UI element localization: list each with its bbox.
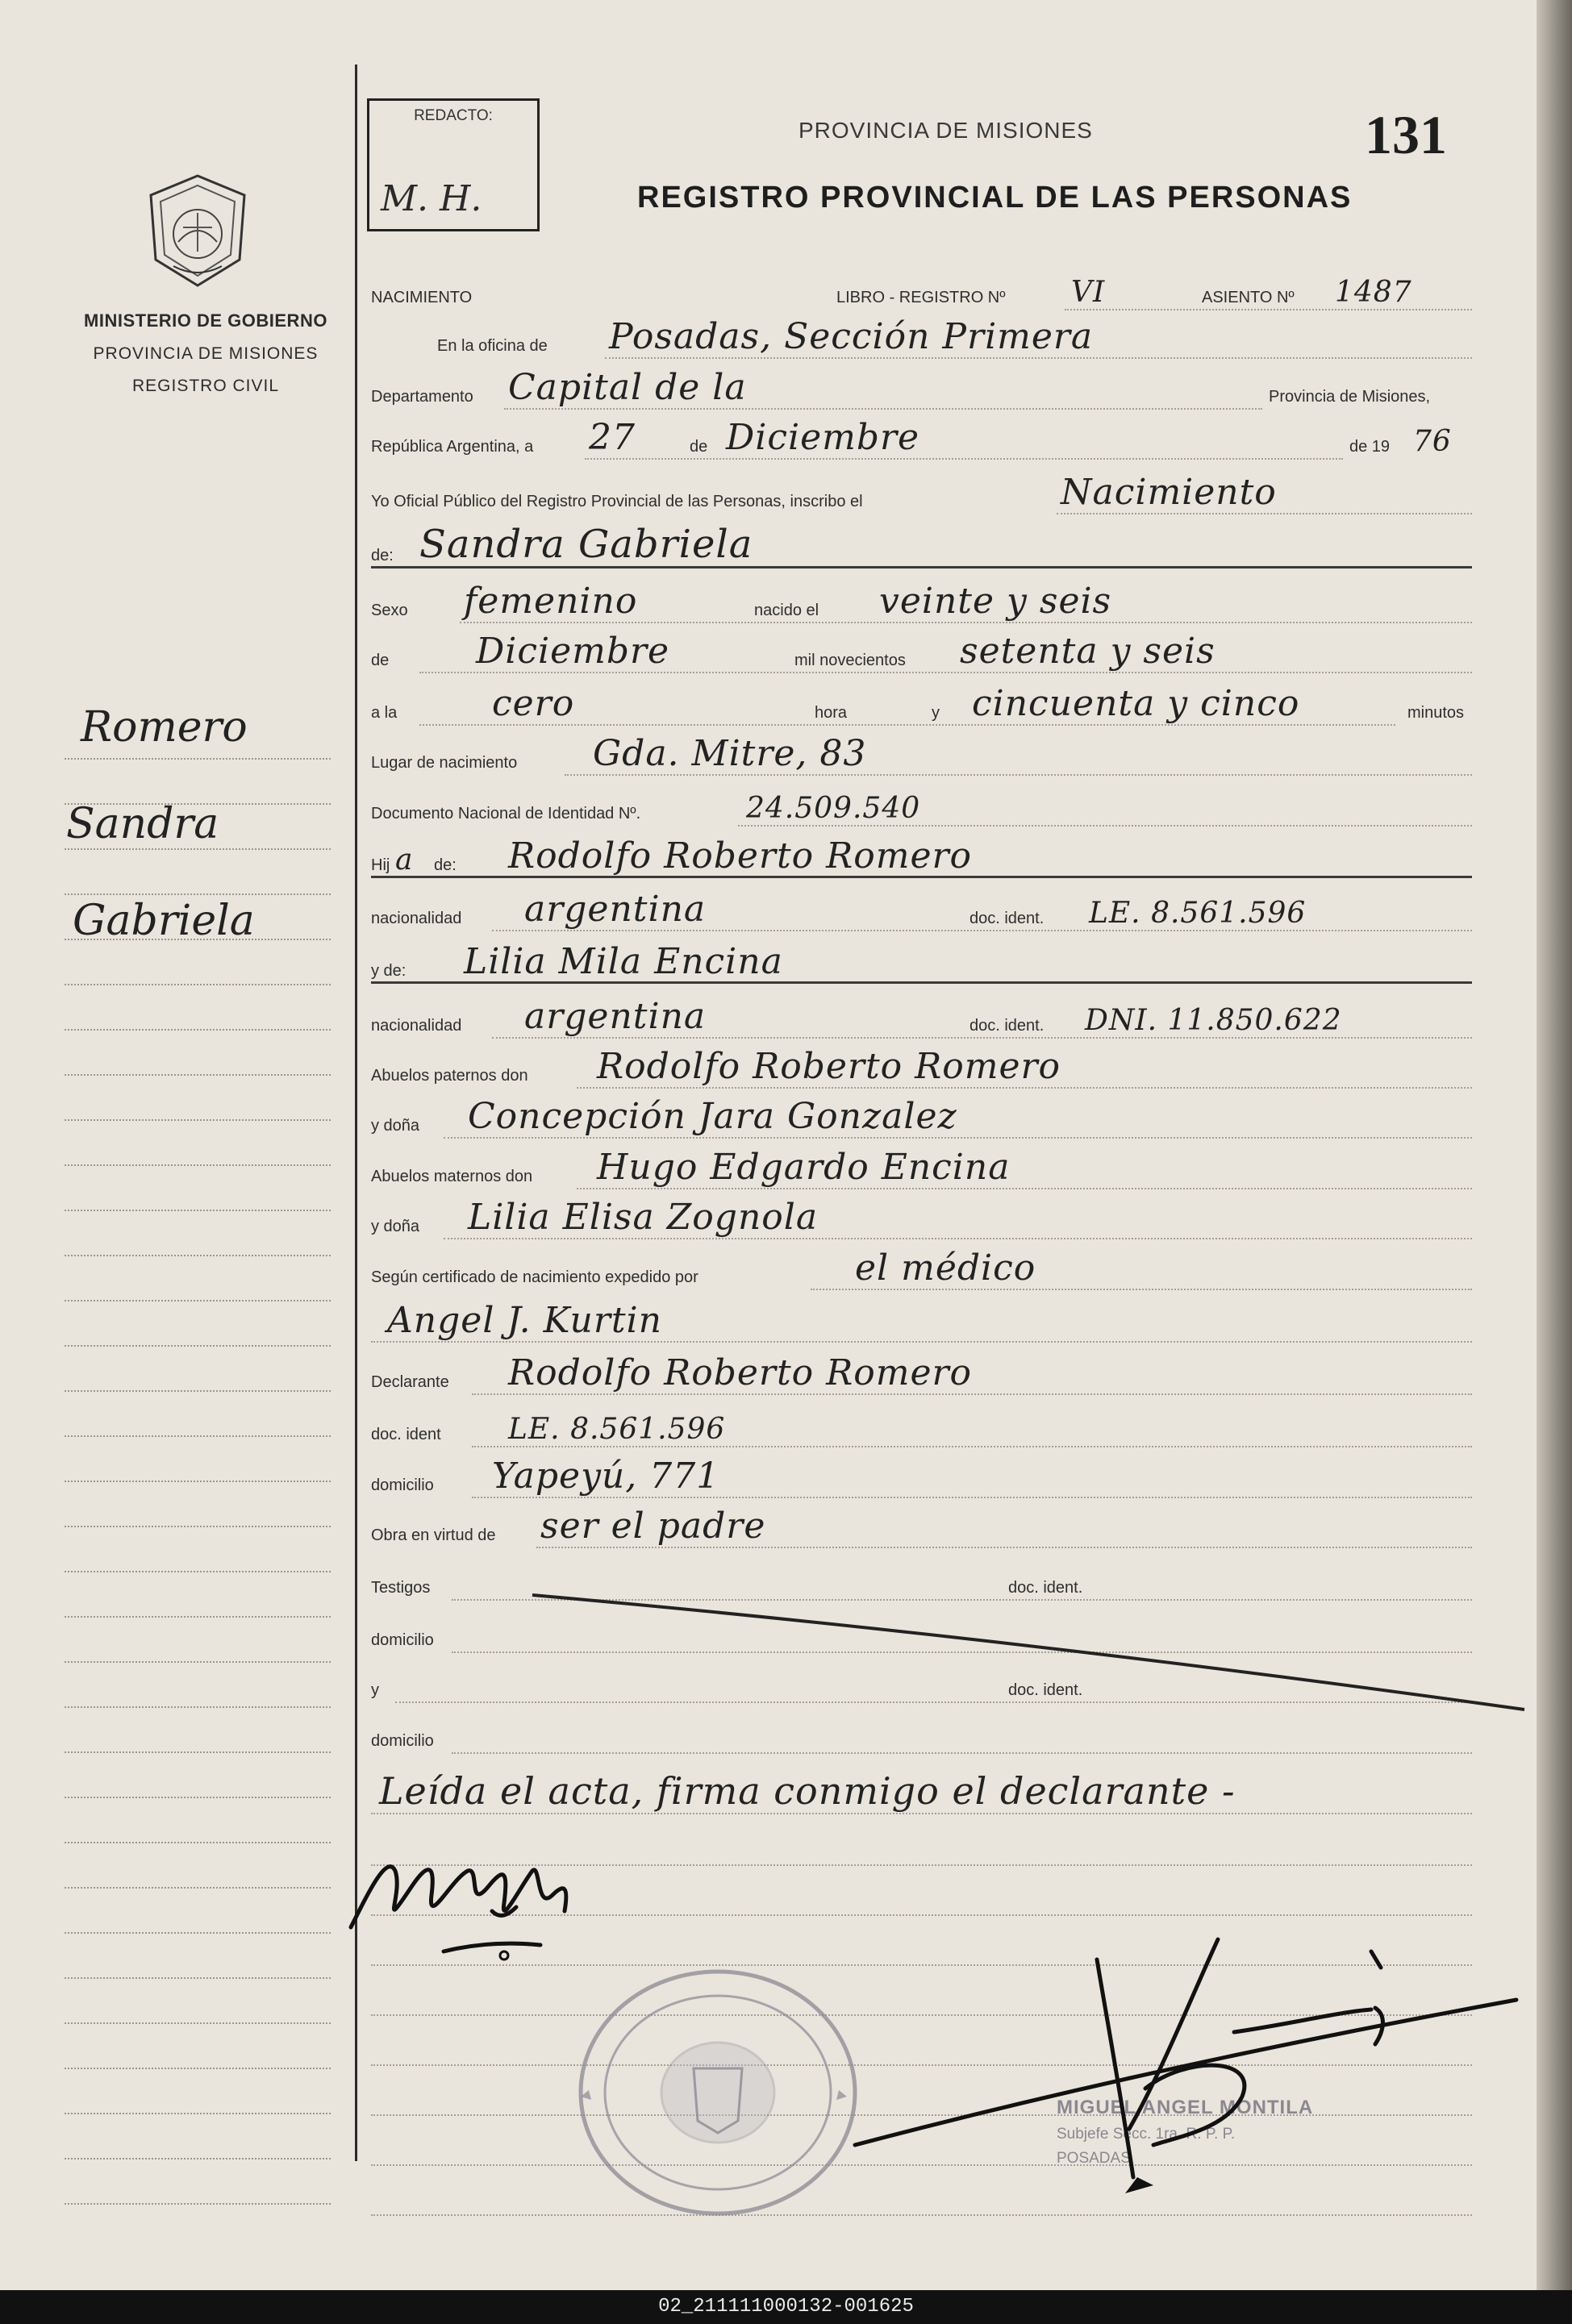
mil-label: mil novecientos: [794, 652, 906, 669]
yo-oficial-label: Yo Oficial Público del Registro Provincial de las Personas, inscribo el: [371, 493, 863, 510]
cierre-value: Leída el acta, firma conmigo el declarante -: [379, 1769, 1236, 1813]
de-nombre-label: de:: [371, 547, 394, 564]
margin-ruled-line: [65, 1119, 331, 1121]
testigos-label: Testigos: [371, 1579, 431, 1597]
obra-value: ser el padre: [540, 1506, 766, 1547]
departamento-label: Departamento: [371, 388, 473, 406]
anio2-value: setenta y seis: [960, 631, 1215, 672]
lugar-value: Gda. Mitre, 83: [593, 733, 867, 774]
margin-ruled-line: [65, 1390, 331, 1392]
a-la-label: a la: [371, 704, 398, 722]
official-place: POSADAS: [1057, 2150, 1131, 2167]
margin-ruled-line: [65, 848, 331, 850]
asiento-value: 1487: [1335, 276, 1412, 309]
margin-ruled-line: [65, 1074, 331, 1076]
anio-label: de 19: [1349, 438, 1391, 456]
abuelo-paterno: Rodolfo Roberto Romero: [597, 1046, 1061, 1087]
departamento-value: Capital de la: [508, 367, 747, 408]
doc-declarante: LE. 8.561.596: [508, 1413, 726, 1446]
oficina-label: En la oficina de: [437, 337, 548, 355]
doc-ident4-label: doc. ident.: [1008, 1681, 1083, 1699]
asiento-label: ASIENTO Nº: [1202, 289, 1295, 306]
margin-ruled-line: [65, 1977, 331, 1979]
margin-ruled-line: [65, 1887, 331, 1889]
row-paternal-grandmother: [371, 1096, 1472, 1139]
officer-signature-icon: [807, 1935, 1532, 2209]
row-paternal-grandfather: [371, 1046, 1472, 1089]
margin-ruled-line: [65, 1842, 331, 1843]
nacido-label: nacido el: [754, 602, 819, 619]
row-name: [371, 522, 1472, 569]
province-heading: PROVINCIA DE MISIONES: [799, 118, 1093, 143]
row-capacity: [371, 1506, 1472, 1548]
obra-label: Obra en virtud de: [371, 1526, 496, 1544]
scan-id-footer: 02_211111000132-001625: [0, 2290, 1572, 2324]
row-mother-nationality: [371, 996, 1472, 1039]
page-number: 131: [1365, 104, 1447, 165]
doc-ident3-label: doc. ident.: [1008, 1579, 1083, 1597]
margin-ruled-line: [65, 2203, 331, 2205]
declarante-value: Rodolfo Roberto Romero: [508, 1352, 973, 1393]
strike-line: [524, 1581, 1532, 1718]
domicilio-label: domicilio: [371, 1476, 434, 1494]
row-inscribo: [371, 472, 1472, 514]
margin-second-name: Gabriela: [73, 897, 255, 945]
declarante-label: Declarante: [371, 1373, 449, 1391]
certificado-label: Según certificado de nacimiento expedido por: [371, 1268, 698, 1286]
margin-ruled-line: [65, 1029, 331, 1031]
abuela-materna: Lilia Elisa Zognola: [468, 1197, 819, 1238]
official-name: MIGUEL ANGEL MONTILA: [1057, 2097, 1314, 2118]
republica-label: República Argentina, a: [371, 438, 534, 456]
row-birth-month: [371, 631, 1472, 673]
row-birthplace: [371, 733, 1472, 776]
row-witness-2-address: [371, 1722, 1472, 1754]
row-declarant: [371, 1352, 1472, 1395]
domicilio2-label: domicilio: [371, 1631, 434, 1649]
dni-label: Documento Nacional de Identidad Nº.: [371, 805, 641, 823]
row-father: [371, 835, 1472, 878]
nacionalidad-label-2: nacionalidad: [371, 1017, 462, 1035]
margin-ruled-line: [65, 1797, 331, 1798]
de-label: de: [690, 438, 708, 456]
madre-value: Lilia Mila Encina: [464, 941, 783, 982]
margin-ruled-line: [65, 1932, 331, 1934]
row-mother: [371, 941, 1472, 984]
row-maternal-grandfather: [371, 1147, 1472, 1189]
abuelos-paternos-label: Abuelos paternos don: [371, 1067, 528, 1085]
margin-ruled-line: [65, 1164, 331, 1166]
row-declarant-address: [371, 1456, 1472, 1498]
hija-de-label: de:: [434, 856, 457, 874]
hora-value: cero: [492, 683, 575, 724]
doc-ident-label: doc. ident.: [969, 910, 1045, 927]
row-maternal-grandmother: [371, 1197, 1472, 1239]
doc-padre: LE. 8.561.596: [1089, 897, 1307, 930]
y-dona-label-2: y doña: [371, 1218, 420, 1235]
ministry-province: PROVINCIA DE MISIONES: [93, 344, 319, 363]
de2-label: de: [371, 652, 390, 669]
margin-ruled-line: [65, 1481, 331, 1482]
nombre-value: Sandra Gabriela: [419, 522, 753, 567]
row-doctor: [371, 1300, 1472, 1343]
y-de-label: y de:: [371, 962, 407, 980]
margin-ruled-line: [65, 1706, 331, 1708]
margin-ruled-line: [65, 1751, 331, 1753]
nacionalidad-label: nacionalidad: [371, 910, 462, 927]
anio-value: 76: [1413, 425, 1452, 458]
dia-value: 27: [589, 417, 636, 458]
minutos-label: minutos: [1407, 704, 1465, 722]
margin-ruled-line: [65, 758, 331, 760]
abuela-paterna: Concepción Jara Gonzalez: [468, 1096, 957, 1137]
row-dni: [371, 794, 1472, 827]
margin-ruled-line: [65, 2158, 331, 2159]
page-edge-shadow: [1537, 0, 1572, 2290]
margin-ruled-line: [65, 2022, 331, 2024]
margin-ruled-line: [65, 1255, 331, 1256]
redacto-initials: M. H.: [381, 178, 482, 219]
libro-value: VI: [1071, 276, 1106, 309]
ministry-title: MINISTERIO DE GOBIERNO: [84, 310, 327, 331]
medico-value: Angel J. Kurtin: [387, 1300, 662, 1341]
lugar-label: Lugar de nacimiento: [371, 754, 518, 772]
libro-label: LIBRO - REGISTRO Nº: [836, 289, 1006, 306]
redacto-box: [367, 98, 540, 231]
doc-ident2-label: doc. ident: [371, 1426, 441, 1443]
margin-ruled-line: [65, 1661, 331, 1663]
row-date: [371, 417, 1472, 460]
mes2-value: Diciembre: [476, 631, 670, 672]
margin-ruled-line: [65, 1571, 331, 1572]
row-sex: [371, 581, 1472, 623]
margin-ruled-line: [65, 1526, 331, 1527]
domicilio3-label: domicilio: [371, 1732, 434, 1750]
sexo-value: femenino: [464, 581, 638, 622]
official-title: Subjefe Secc. 1ra. R. P. P.: [1057, 2126, 1236, 2143]
y-dona-label: y doña: [371, 1117, 420, 1135]
doc-ident-label-2: doc. ident.: [969, 1017, 1045, 1035]
margin-first-name: Sandra: [66, 800, 219, 848]
row-certificate: [371, 1247, 1472, 1290]
row-book: [371, 278, 1472, 310]
row-closing: [371, 1769, 1472, 1814]
inscribo-value: Nacimiento: [1061, 472, 1277, 513]
certificado-value: el médico: [855, 1247, 1036, 1289]
margin-ruled-line: [65, 1210, 331, 1211]
ministry-seal-icon: [141, 171, 254, 292]
ministry-civil-registry: REGISTRO CIVIL: [131, 377, 280, 395]
row-father-nationality: [371, 889, 1472, 931]
row-time: [371, 683, 1472, 726]
abuelos-maternos-label: Abuelos maternos don: [371, 1168, 533, 1185]
minutos-value: cincuenta y cinco: [972, 683, 1300, 724]
row-declarant-doc: [371, 1415, 1472, 1447]
doc-madre: DNI. 11.850.622: [1085, 1004, 1342, 1037]
blank-ruled-line: [371, 2214, 1472, 2216]
y-label: y: [932, 704, 940, 722]
act-type-label: NACIMIENTO: [371, 289, 473, 306]
nacionalidad-padre: argentina: [524, 889, 707, 930]
row-department: [371, 367, 1472, 410]
row-office: [371, 316, 1472, 359]
nacionalidad-madre: argentina: [524, 996, 707, 1037]
margin-ruled-line: [65, 2113, 331, 2114]
margin-ruled-line: [65, 1435, 331, 1437]
padre-value: Rodolfo Roberto Romero: [508, 835, 973, 877]
ministry-block: [73, 310, 339, 396]
provincia-suffix: Provincia de Misiones,: [1269, 388, 1431, 406]
hija-label: Hij: [371, 856, 390, 874]
nacido-value: veinte y seis: [879, 581, 1112, 622]
hora-label: hora: [815, 704, 848, 722]
margin-ruled-line: [65, 984, 331, 985]
domicilio-value: Yapeyú, 771: [492, 1456, 720, 1497]
abuelo-materno: Hugo Edgardo Encina: [597, 1147, 1011, 1188]
redacto-label: REDACTO:: [414, 107, 493, 124]
oficina-value: Posadas, Sección Primera: [609, 316, 1094, 357]
sexo-label: Sexo: [371, 602, 408, 619]
y2-label: y: [371, 1681, 379, 1699]
margin-ruled-line: [65, 2068, 331, 2069]
margin-surname: Romero: [81, 703, 248, 752]
registry-title: REGISTRO PROVINCIAL DE LAS PERSONAS: [637, 181, 1353, 214]
hija-suffix: a: [395, 843, 414, 877]
dni-value: 24.509.540: [746, 792, 921, 825]
mes-value: Diciembre: [726, 417, 920, 458]
margin-ruled-line: [65, 1300, 331, 1302]
margin-ruled-line: [65, 1345, 331, 1347]
margin-ruled-line: [65, 1616, 331, 1618]
margin-ruled-line: [65, 893, 331, 895]
